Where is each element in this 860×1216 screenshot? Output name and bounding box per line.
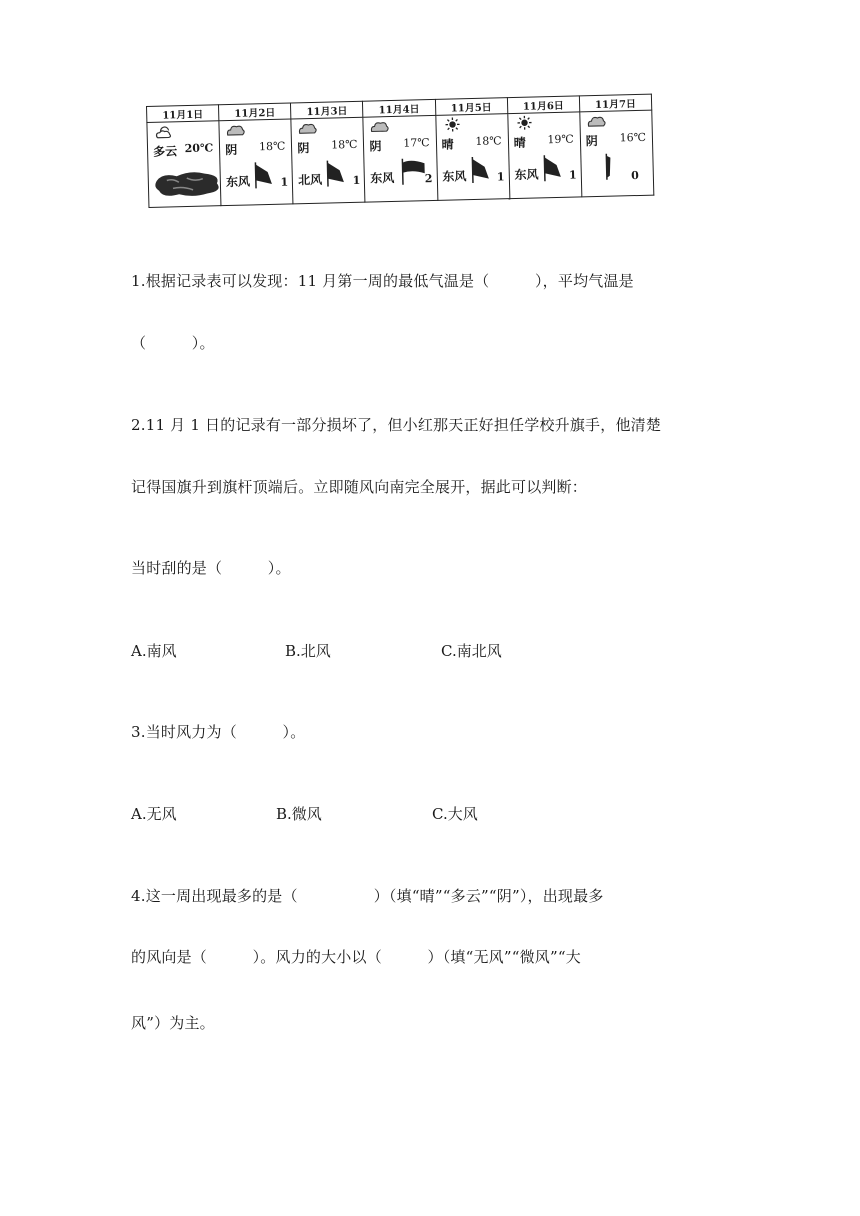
condition-label: 阴 xyxy=(585,133,599,149)
overcast-cloud-icon xyxy=(226,123,246,137)
day-cell xyxy=(291,117,365,204)
temperature-label: 19℃ xyxy=(547,132,574,147)
wind-direction-label: 东风 xyxy=(442,169,467,184)
wind-flag-icon xyxy=(470,154,497,185)
wind-flag-icon xyxy=(254,160,281,191)
question-2-line-1: 2.11 月 1 日的记录有一部分损坏了，但小红那天正好担任学校升旗手，他清楚 xyxy=(131,416,662,434)
q3-option-a[interactable]: A.无风 xyxy=(131,805,177,823)
wind-level-label: 1 xyxy=(352,173,361,187)
q2-option-c[interactable]: C.南北风 xyxy=(441,642,502,660)
condition-label: 晴 xyxy=(513,135,526,151)
wind-direction-label: 东风 xyxy=(370,170,395,186)
wind-level-label: 1 xyxy=(496,170,505,184)
question-4-line-1: 4.这一周出现最多的是（ ）（填“晴”“多云”“阴”），出现最多 xyxy=(131,887,604,905)
q3-option-b[interactable]: B.微风 xyxy=(276,805,322,823)
question-4-line-3: 风”）为主。 xyxy=(131,1014,215,1032)
day-cell xyxy=(219,119,293,206)
condition-label: 晴 xyxy=(441,137,454,152)
question-1-line-1: 1.根据记录表可以发现：11 月第一周的最低气温是（ ），平均气温是 xyxy=(131,272,634,290)
question-3-line-1: 3.当时风力为（ ）。 xyxy=(131,723,306,741)
wind-level-label: 1 xyxy=(280,175,289,189)
day-cell xyxy=(363,115,437,202)
q2-option-b[interactable]: B.北风 xyxy=(285,642,331,660)
question-2-line-3: 当时刮的是（ ）。 xyxy=(131,559,291,577)
weather-record-table xyxy=(146,94,654,208)
calm-flag-icon xyxy=(604,151,631,182)
day-cell xyxy=(507,112,581,199)
date-header: 11月6日 xyxy=(507,96,580,114)
q2-option-a[interactable]: A.南风 xyxy=(131,642,177,660)
overcast-cloud-icon xyxy=(370,119,390,133)
damaged-area xyxy=(153,169,224,199)
day-cell xyxy=(580,110,654,197)
temperature-label: 18℃ xyxy=(475,134,502,148)
sun-icon xyxy=(442,117,462,131)
condition-label: 多云 xyxy=(152,144,178,159)
date-header: 11月2日 xyxy=(219,103,292,121)
condition-label: 阴 xyxy=(297,141,310,156)
q3-option-c[interactable]: C.大风 xyxy=(432,805,478,823)
wind-flag-icon xyxy=(542,153,569,184)
wind-direction-label: 东风 xyxy=(514,167,539,183)
day-cell xyxy=(435,114,509,201)
weather-row xyxy=(147,110,654,207)
condition-label: 阴 xyxy=(225,142,238,158)
date-header: 11月1日 xyxy=(147,105,220,123)
temperature-label: 17℃ xyxy=(403,136,430,150)
overcast-cloud-icon xyxy=(298,121,318,135)
question-4-line-2: 的风向是（ ）。风力的大小以（ ）（填“无风”“微风”“大 xyxy=(131,948,581,966)
condition-label: 阴 xyxy=(369,139,382,154)
wind-flag-icon xyxy=(400,156,427,187)
temperature-label: 18℃ xyxy=(258,139,286,154)
date-header: 11月7日 xyxy=(579,94,652,112)
temperature-label: 20℃ xyxy=(184,141,214,156)
wind-level-label: 0 xyxy=(631,168,640,183)
date-header: 11月3日 xyxy=(291,101,364,119)
wind-direction-label: 北风 xyxy=(297,172,323,188)
wind-flag-icon xyxy=(326,158,353,189)
day-cell xyxy=(147,121,221,208)
sun-icon xyxy=(514,116,534,130)
question-2-line-2: 记得国旗升到旗杆顶端后。立即随风向南完全展开，据此可以判断： xyxy=(131,478,588,496)
overcast-cloud-icon xyxy=(586,114,606,128)
partly-cloudy-icon xyxy=(153,124,173,138)
weather-table xyxy=(146,94,654,208)
wind-direction-label: 东风 xyxy=(225,174,251,190)
question-1-line-2: （ ）。 xyxy=(131,334,215,352)
temperature-label: 18℃ xyxy=(330,137,358,152)
temperature-label: 16℃ xyxy=(619,130,647,145)
date-header: 11月5日 xyxy=(435,98,508,116)
date-header: 11月4日 xyxy=(363,99,436,117)
wind-level-label: 2 xyxy=(424,172,433,186)
wind-level-label: 1 xyxy=(568,168,577,182)
